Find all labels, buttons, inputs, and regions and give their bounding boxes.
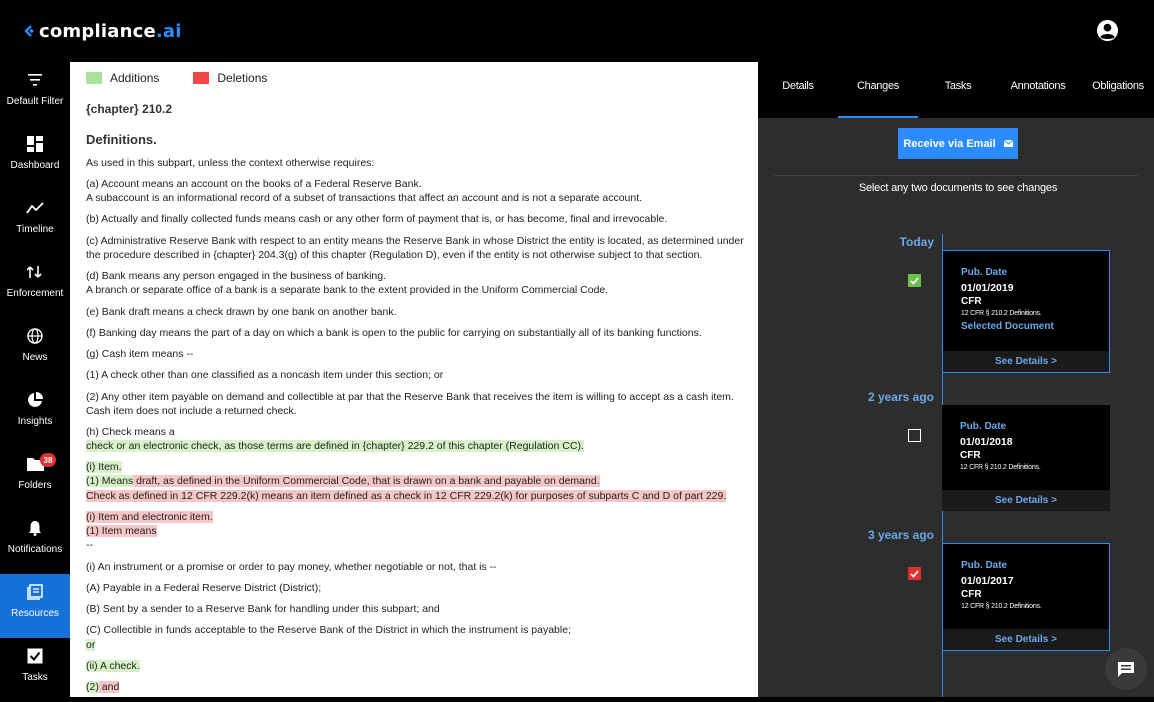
filter-icon (25, 70, 45, 90)
sidebar-item-news[interactable] (0, 318, 70, 382)
doc-line: A subaccount is an informational record of a subset of transactions that affect an account and is not a separate account. (86, 192, 643, 204)
panel-tabs (758, 62, 1154, 118)
pub-date-label: Pub. Date (960, 421, 1007, 432)
additions-label: Additions (110, 71, 160, 85)
sidebar-item-label: Tasks (22, 672, 48, 683)
doc-line: the procedure described in {chapter} 204.3(g) of this chapter (Regulation D), even if the entity is not otherwise subject to that section. (86, 249, 703, 261)
see-details-link[interactable]: See Details > (942, 490, 1110, 511)
doc-line-added (86, 638, 95, 652)
doc-line: (e) Bank draft means a check drawn by one bank on another bank. (86, 306, 397, 318)
sidebar-item-label: Folders (18, 480, 52, 491)
selected-document-label: Selected Document (961, 321, 1054, 332)
pie-chart-icon (25, 390, 45, 410)
sidebar-item-label: Enforcement (6, 288, 64, 299)
resources-icon (25, 582, 45, 602)
checkmark-icon (910, 570, 919, 578)
tab-details[interactable]: Details (782, 80, 814, 92)
mail-icon (1004, 140, 1013, 147)
sidebar-item-label: Default Filter (6, 96, 64, 107)
pub-date-label: Pub. Date (961, 267, 1008, 278)
logo-accent-text: .ai (155, 20, 182, 42)
doc-line: -- (86, 539, 93, 551)
doc-line: (d) Bank means any person engaged in the business of banking. (86, 270, 387, 282)
deletion-highlight: (1) Item means (86, 525, 157, 537)
see-details-link[interactable]: See Details > (943, 351, 1109, 372)
doc-line: (2) Any other item payable on demand and collectible at par that the Reserve Bank that receives the item is willing to accept as a cash item. (86, 391, 734, 403)
version-age-label: 2 years ago (867, 390, 934, 404)
tab-tasks[interactable]: Tasks (944, 80, 972, 92)
tab-obligations[interactable]: Obligations (1092, 80, 1144, 92)
pub-date-value: 01/01/2018 (960, 436, 1013, 448)
sidebar-item-dashboard[interactable] (0, 126, 70, 190)
addition-highlight: or (86, 639, 96, 651)
deletions-swatch (193, 72, 209, 84)
logo-mark-icon (22, 24, 36, 38)
doc-line: (h) Check means a (86, 426, 175, 438)
checkmark-icon (910, 277, 919, 285)
version-card (942, 543, 1110, 651)
doc-line-deleted (86, 489, 726, 503)
doc-line: As used in this subpart, unless the context otherwise requires: (86, 157, 375, 169)
doc-line-added (86, 460, 122, 474)
doc-line-added (86, 439, 584, 453)
sidebar-item-folders[interactable] (0, 446, 70, 510)
doc-line-deleted (86, 510, 213, 524)
sidebar-item-default-filter[interactable] (0, 62, 70, 126)
sidebar-item-notifications[interactable] (0, 510, 70, 574)
changes-panel (758, 62, 1154, 697)
sidebar-item-tasks[interactable] (0, 638, 70, 702)
sidebar-item-label: News (22, 352, 48, 363)
email-button-label: Receive via Email (903, 137, 996, 150)
doc-line-mixed (86, 474, 600, 488)
user-account-icon[interactable] (1096, 19, 1119, 42)
document-type: CFR (961, 589, 982, 600)
section-heading: {chapter} 210.2 (86, 102, 173, 116)
pub-date-value: 01/01/2019 (961, 282, 1014, 294)
tab-annotations[interactable]: Annotations (1010, 80, 1066, 92)
addition-highlight: (i) Item. (86, 461, 122, 473)
doc-line-mixed (86, 680, 119, 694)
deletion-highlight: and (98, 681, 120, 693)
panel-divider (774, 175, 1138, 176)
addition-highlight: (2) (86, 681, 99, 693)
sidebar-item-enforcement[interactable] (0, 254, 70, 318)
addition-highlight: (ii) A check. (86, 660, 140, 672)
pub-date-label: Pub. Date (961, 560, 1008, 571)
chat-bubble-icon (1117, 661, 1135, 678)
pub-date-value: 01/01/2017 (961, 575, 1014, 587)
select-documents-hint: Select any two documents to see changes (858, 182, 1058, 194)
addition-highlight: (1) Means (86, 475, 134, 487)
additions-swatch (86, 72, 102, 84)
top-bar (0, 0, 1154, 62)
sidebar-item-timeline[interactable] (0, 190, 70, 254)
document-type: CFR (961, 296, 982, 307)
section-title: Definitions. (86, 132, 157, 147)
notification-count-badge: 38 (40, 453, 56, 467)
sidebar-nav (0, 62, 70, 697)
doc-line: (g) Cash item means -- (86, 348, 194, 360)
checkbox-icon (25, 646, 45, 666)
sidebar-item-label: Dashboard (10, 160, 60, 171)
sidebar-item-label: Resources (11, 608, 59, 619)
sidebar-item-resources[interactable] (0, 574, 70, 638)
sidebar-item-insights[interactable] (0, 382, 70, 446)
version-age-label: 3 years ago (867, 528, 934, 542)
enforcement-icon (25, 262, 45, 282)
document-citation: 12 CFR § 210.2 Definitions. (961, 310, 1042, 317)
version-checkbox[interactable] (908, 567, 921, 580)
doc-line-added (86, 659, 140, 673)
diff-legend (86, 70, 267, 86)
sidebar-item-label: Timeline (16, 224, 54, 235)
doc-line: (i) An instrument or a promise or order to pay money, whether negotiable or not, that is -- (86, 561, 497, 573)
document-type: CFR (960, 450, 981, 461)
doc-line: Cash item does not include a returned check. (86, 405, 297, 417)
globe-icon (25, 326, 45, 346)
timeline-icon (25, 198, 45, 218)
doc-line: (C) Collectible in funds acceptable to the Reserve Bank of the District in which the instrument is payable; (86, 624, 571, 636)
document-diff-view (70, 62, 758, 697)
doc-line-deleted (86, 524, 157, 538)
version-age-label: Today (899, 235, 934, 249)
doc-line: (A) Payable in a Federal Reserve District (District); (86, 582, 322, 594)
chat-support-button[interactable] (1105, 648, 1147, 690)
dashboard-icon (25, 134, 45, 154)
active-tab-indicator (838, 116, 918, 118)
doc-line: (b) Actually and finally collected funds means cash or any other form of payment that is, or has become, final and irrevocable. (86, 213, 668, 225)
version-card (942, 250, 1110, 373)
version-checkbox[interactable] (908, 274, 921, 287)
bell-icon (25, 518, 45, 538)
document-citation: 12 CFR § 210.2 Definitions. (961, 603, 1042, 610)
logo-text: compliance (39, 20, 156, 42)
document-citation: 12 CFR § 210.2 Definitions. (960, 464, 1041, 471)
addition-highlight: check or an electronic check, as those terms are defined in {chapter} 229.2 of this chapter (Regulation CC). (86, 440, 584, 452)
doc-line: (1) A check other than one classified as a noncash item under this section; or (86, 369, 444, 381)
sidebar-item-label: Notifications (7, 544, 63, 555)
sidebar-item-label: Insights (17, 416, 53, 427)
deletions-label: Deletions (217, 71, 268, 85)
deletion-highlight: draft, as defined in the Uniform Commercial Code, that is drawn on a bank and payable on demand. (133, 475, 600, 487)
receive-via-email-button[interactable] (898, 128, 1018, 159)
deletion-highlight: (i) Item and electronic item. (86, 511, 213, 523)
doc-line: (f) Banking day means the part of a day on which a bank is open to the public for carrying on substantially all of its banking functions. (86, 327, 702, 339)
doc-line: (B) Sent by a sender to a Reserve Bank for handling under this subpart; and (86, 603, 440, 615)
compliance-ai-logo[interactable] (22, 18, 182, 44)
deletion-highlight: Check as defined in 12 CFR 229.2(k) means an item defined as a check in 12 CFR 229.2(k) for purposes of subparts C and D of part 229. (86, 490, 727, 502)
doc-line: (a) Account means an account on the books of a Federal Reserve Bank. (86, 178, 422, 190)
doc-line: (c) Administrative Reserve Bank with respect to an entity means the Reserve Bank in whose District the entity is located, as determined under (86, 235, 744, 247)
see-details-link[interactable]: See Details > (943, 629, 1109, 650)
doc-line: A branch or separate office of a bank is a separate bank to the extent provided in the Uniform Commercial Code. (86, 284, 609, 296)
version-card (942, 405, 1110, 511)
version-checkbox[interactable] (908, 429, 921, 442)
tab-changes[interactable]: Changes (857, 80, 899, 92)
